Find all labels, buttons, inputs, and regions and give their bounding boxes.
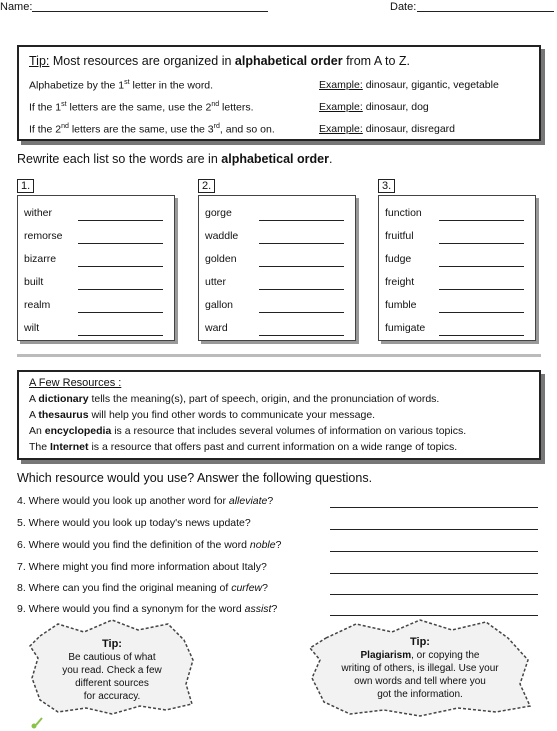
list-2 — [198, 195, 356, 341]
answer-line[interactable] — [439, 335, 524, 336]
resources-title: A Few Resources : — [29, 377, 122, 389]
question: 8. Where can you find the original meaning of curfew? — [17, 582, 268, 594]
list-item: realm — [24, 299, 51, 311]
rule-3: If the 2nd letters are the same, use the 3rd, and so on. — [29, 123, 275, 136]
answer-line[interactable] — [330, 573, 538, 574]
resource-encyclopedia: An encyclopedia is a resource that includes several volumes of information on various topics. — [29, 425, 467, 437]
rule-1-example: Example: dinosaur, gigantic, vegetable — [319, 79, 499, 91]
list-item: bizarre — [24, 253, 57, 265]
resource-thesaurus: A thesaurus will help you find other words to communicate your message. — [29, 409, 376, 421]
question: 9. Where would you find a synonym for the word assist? — [17, 603, 278, 615]
tip-suffix: from A to Z. — [346, 54, 410, 68]
list-3-number: 3. — [378, 179, 395, 193]
question: 6. Where would you find the definition of the word noble? — [17, 539, 282, 551]
question: 5. Where would you look up today's news update? — [17, 517, 251, 529]
list-item: gorge — [205, 207, 232, 219]
answer-line[interactable] — [439, 312, 524, 313]
list-3 — [378, 195, 536, 341]
list-item: utter — [205, 276, 227, 288]
answer-line[interactable] — [78, 312, 163, 313]
list-item: freight — [385, 276, 415, 288]
question: 4. Where would you look up another word for alleviate? — [17, 495, 274, 507]
rule-2: If the 1st letters are the same, use the 2nd letters. — [29, 101, 254, 114]
date-label: Date: — [390, 1, 417, 13]
name-label: Name: — [0, 1, 33, 13]
name-field[interactable] — [32, 11, 268, 12]
answer-line[interactable] — [78, 266, 163, 267]
list-2-number: 2. — [198, 179, 215, 193]
answer-line[interactable] — [330, 507, 538, 508]
tip-heading — [29, 54, 410, 68]
date-field[interactable] — [417, 11, 554, 12]
answer-line[interactable] — [439, 243, 524, 244]
tip-bubble-left: Tip: Be cautious of what you read. Check a few different sources for accuracy. — [62, 638, 162, 702]
answer-line[interactable] — [259, 289, 344, 290]
divider — [17, 354, 541, 357]
instruction: Rewrite each list so the words are in alphabetical order. — [17, 152, 333, 166]
list-item: fumble — [385, 299, 417, 311]
list-item: fumigate — [385, 322, 426, 334]
answer-line[interactable] — [439, 266, 524, 267]
list-item: wither — [24, 207, 53, 219]
answer-line[interactable] — [330, 615, 538, 616]
resources-box — [17, 370, 541, 460]
answer-line[interactable] — [78, 243, 163, 244]
answer-line[interactable] — [259, 266, 344, 267]
answer-line[interactable] — [439, 289, 524, 290]
resource-dictionary: A dictionary tells the meaning(s), part of speech, origin, and the pronunciation of words. — [29, 393, 440, 405]
list-item: built — [24, 276, 44, 288]
tip-box — [17, 45, 541, 141]
tip-bubble-right: Tip: Plagiarism, or copying the writing of others, is illegal. Use your own words and tell where you got the information. — [341, 636, 499, 700]
list-item: gallon — [205, 299, 234, 311]
answer-line[interactable] — [78, 335, 163, 336]
question: 7. Where might you find more information about Italy? — [17, 561, 267, 573]
list-1-number: 1. — [17, 179, 34, 193]
tip-text: Most resources are organized in — [52, 54, 232, 68]
resource-internet: The Internet is a resource that offers past and current information on a wide range of topics. — [29, 441, 458, 453]
answer-line[interactable] — [259, 220, 344, 221]
list-1 — [17, 195, 175, 341]
list-item: fruitful — [385, 230, 414, 242]
answer-line[interactable] — [439, 220, 524, 221]
list-item: golden — [205, 253, 237, 265]
tip-prefix: Tip: — [29, 54, 50, 68]
answer-line[interactable] — [259, 335, 344, 336]
answer-line[interactable] — [330, 594, 538, 595]
questions-heading: Which resource would you use? Answer the following questions. — [17, 471, 373, 485]
publisher-logo-icon — [30, 716, 46, 730]
list-item: function — [385, 207, 422, 219]
answer-line[interactable] — [78, 220, 163, 221]
answer-line[interactable] — [78, 289, 163, 290]
answer-line[interactable] — [259, 312, 344, 313]
list-item: ward — [205, 322, 228, 334]
tip-bold: alphabetical order — [234, 54, 343, 68]
list-item: remorse — [24, 230, 63, 242]
rule-3-example: Example: dinosaur, disregard — [319, 123, 456, 135]
list-item: fudge — [385, 253, 412, 265]
answer-line[interactable] — [330, 551, 538, 552]
rule-2-example: Example: dinosaur, dog — [319, 101, 429, 113]
answer-line[interactable] — [330, 529, 538, 530]
list-item: wilt — [24, 322, 40, 334]
answer-line[interactable] — [259, 243, 344, 244]
rule-1: Alphabetize by the 1st letter in the word. — [29, 79, 214, 92]
list-item: waddle — [205, 230, 239, 242]
